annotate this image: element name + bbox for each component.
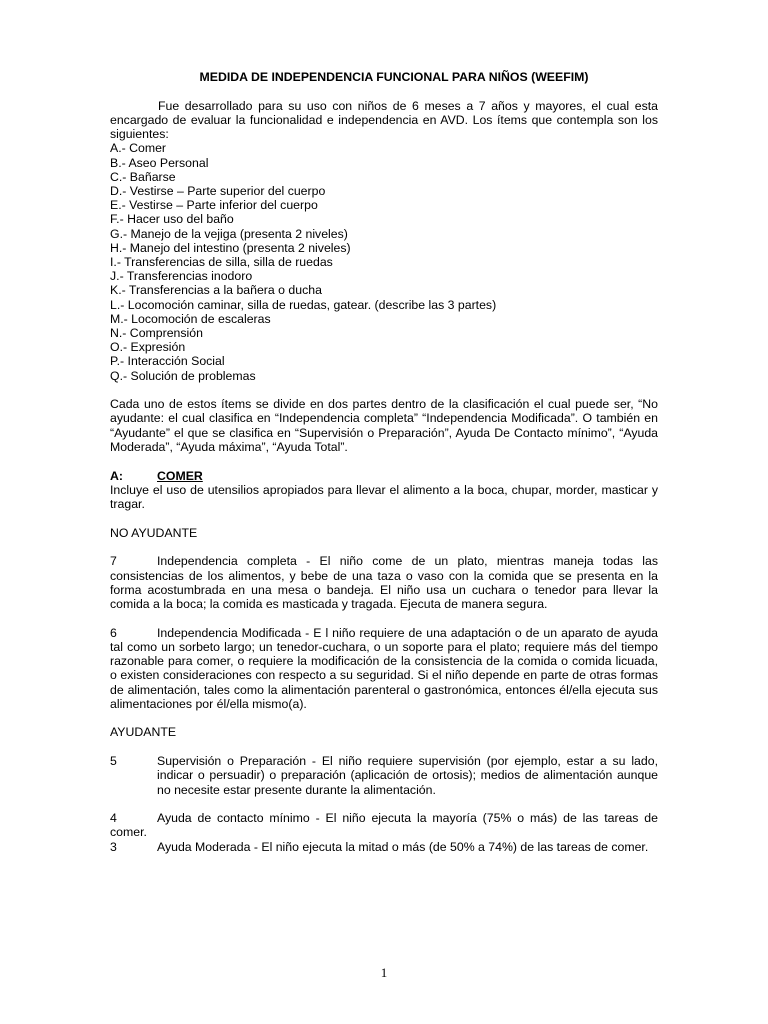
intro-paragraph: Fue desarrollado para su uso con niños de 6 meses a 7 años y mayores, el cual esta encargado de evaluar la funcionalidad e independencia en AVD. Los ítems que contempla son los siguientes: bbox=[110, 98, 658, 142]
list-item: A.- Comer bbox=[110, 141, 167, 156]
items-list bbox=[110, 141, 658, 382]
no-ayudante-heading: NO AYUDANTE bbox=[110, 525, 198, 540]
list-item: M.- Locomoción de escaleras bbox=[110, 311, 271, 326]
section-comer bbox=[110, 469, 658, 512]
level-number: 7 bbox=[110, 554, 117, 569]
level-6 bbox=[110, 626, 658, 711]
list-item: C.- Bañarse bbox=[110, 169, 176, 184]
level-text: Independencia completa - El niño come de un plato, mientras maneja todas las consistencias de los alimentos, y bebe de una taza o vaso con la comida que se presenta en la forma acostumbrada en una mesa o bandeja. El niño usa un cuchara o tenedor para llevar la comida a la boca; la comida es masticada y tragada. Ejecuta de manera segura. bbox=[110, 554, 658, 611]
list-item: E.- Vestirse – Parte inferior del cuerpo bbox=[110, 198, 318, 213]
list-item: I.- Transferencias de silla, silla de ruedas bbox=[110, 254, 333, 269]
list-item: K.- Transferencias a la bañera o ducha bbox=[110, 283, 322, 298]
level-text: Ayuda Moderada - El niño ejecuta la mitad o más (de 50% a 74%) de las tareas de comer. bbox=[157, 839, 649, 854]
list-item: H.- Manejo del intestino (presenta 2 niveles) bbox=[110, 240, 351, 255]
section-description: Incluye el uso de utensilios apropiados para llevar el alimento a la boca, chupar, morder, masticar y tragar. bbox=[110, 482, 658, 511]
level-text: Independencia Modificada - E l niño requiere de una adaptación o de un aparato de ayuda tal como un sorbeto largo; un tenedor-cuchara, o un soporte para el plato; requiere más del tiempo razonable para comer, o requiere la modificación de la consistencia de la comida o comida licuada, o existen consideraciones con respecto a su seguridad. Si el niño depende en parte de otras formas de alimentación, tales como la alimentación parenteral o gastronómica, entonces él/ella ejecuta sus alimentaciones por él/ella mismo(a). bbox=[110, 625, 658, 711]
list-item: J.- Transferencias inodoro bbox=[110, 269, 253, 284]
section-heading bbox=[110, 469, 658, 483]
list-item: N.- Comprensión bbox=[110, 325, 203, 340]
level-number: 5 bbox=[110, 754, 117, 769]
list-item: D.- Vestirse – Parte superior del cuerpo bbox=[110, 183, 326, 198]
list-item: P.- Interacción Social bbox=[110, 354, 225, 369]
level-3 bbox=[110, 840, 658, 854]
level-5 bbox=[110, 754, 658, 797]
document-title: MEDIDA DE INDEPENDENCIA FUNCIONAL PARA NIÑOS (WEEFIM) bbox=[199, 70, 589, 84]
list-item: F.- Hacer uso del baño bbox=[110, 212, 234, 227]
level-7 bbox=[110, 554, 658, 611]
level-number: 3 bbox=[110, 839, 117, 854]
list-item: B.- Aseo Personal bbox=[110, 155, 209, 170]
level-text: Ayuda de contacto mínimo - El niño ejecuta la mayoría (75% o más) de las tareas de comer. bbox=[110, 811, 658, 840]
level-text: Supervisión o Preparación - El niño requiere supervisión (por ejemplo, estar a su lado, indicar o persuadir) o preparación (aplicación de ortosis); medios de alimentación aunque no necesite estar presente durante la alimentación. bbox=[157, 754, 658, 797]
section-name: COMER bbox=[157, 468, 203, 483]
list-item: O.- Expresión bbox=[110, 340, 186, 355]
section-letter: A: bbox=[110, 468, 123, 483]
level-4 bbox=[110, 811, 658, 839]
page-number: 1 bbox=[380, 965, 388, 980]
level-number: 6 bbox=[110, 625, 117, 640]
level-number: 4 bbox=[110, 811, 117, 826]
list-item: L.- Locomoción caminar, silla de ruedas, gatear. (describe las 3 partes) bbox=[110, 297, 497, 312]
classification-paragraph: Cada uno de estos ítems se divide en dos partes dentro de la clasificación el cual puede ser, “No ayudante: el cual clasifica en “Independencia completa” “Independencia Modificada”. O también en “Ayudante” el que se clasifica en “Supervisión o Preparación”, Ayuda De Contacto mínimo”, “Ayuda Moderada”, “Ayuda máxima”, “Ayuda Total”. bbox=[110, 397, 658, 454]
list-item: Q.- Solución de problemas bbox=[110, 368, 256, 383]
ayudante-heading: AYUDANTE bbox=[110, 725, 177, 740]
document-body bbox=[110, 70, 658, 854]
list-item: G.- Manejo de la vejiga (presenta 2 niveles) bbox=[110, 226, 348, 241]
